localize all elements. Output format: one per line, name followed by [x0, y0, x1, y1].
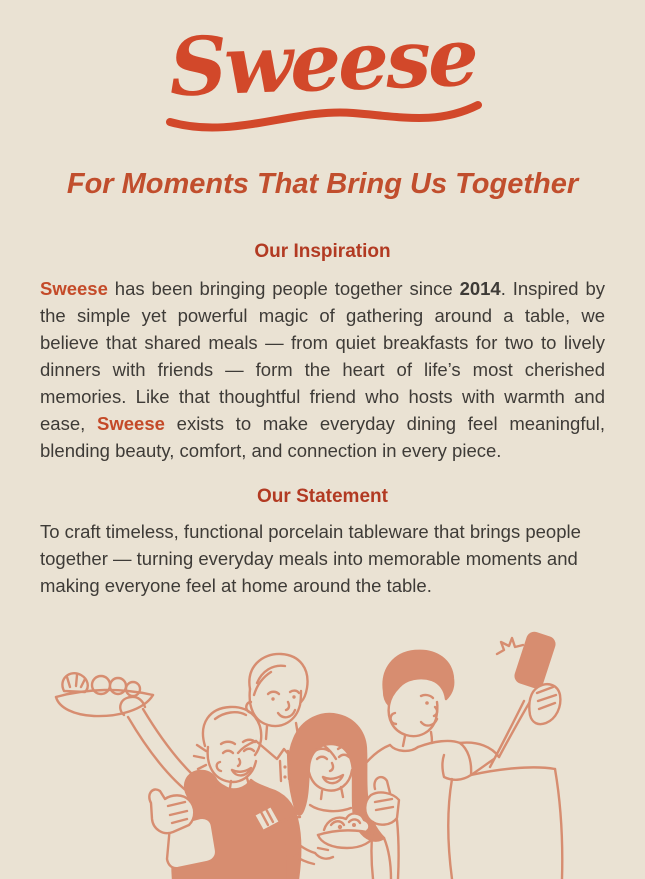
- person-right-man: [366, 630, 562, 879]
- brand-logo-text: Sweese: [167, 9, 478, 115]
- phone-hand: [529, 684, 560, 724]
- brand-name-inline: Sweese: [40, 278, 108, 299]
- sleeve: [443, 743, 472, 780]
- statement-paragraph: To craft timeless, functional porcelain tableware that brings people together — turning everyday meals into memorable moments and making everyone feel at home around the table.: [40, 521, 581, 596]
- statement-heading: Our Statement: [257, 486, 388, 507]
- inspiration-heading: Our Inspiration: [254, 241, 391, 262]
- raised-arm: [128, 717, 193, 796]
- friends-selfie-illustration: [0, 629, 645, 879]
- inspiration-text-3: exists to make everyday dining feel meaningful, blending beauty, comfort, and connection in every piece.: [40, 413, 605, 461]
- selfie-phone: [497, 630, 558, 691]
- brand-logo: [0, 0, 645, 138]
- flash-sparkle: [497, 638, 523, 654]
- inspiration-text-1: has been bringing people together since: [107, 278, 460, 299]
- plate-of-buns: [56, 673, 153, 716]
- brand-name-inline: Sweese: [97, 413, 165, 434]
- inspiration-paragraph: [40, 275, 605, 464]
- brand-tagline: For Moments That Bring Us Together: [66, 168, 579, 200]
- inspiration-text-2: . Inspired by the simple yet powerful magic of gathering around a table, we believe that shared meals — from quiet breakfasts for two to lively dinners with friends — form the heart of life’s most cherished memories. Like that thoughtful friend who hosts with warmth and ease,: [40, 278, 605, 434]
- hair: [384, 651, 454, 705]
- founding-year: 2014: [459, 278, 501, 299]
